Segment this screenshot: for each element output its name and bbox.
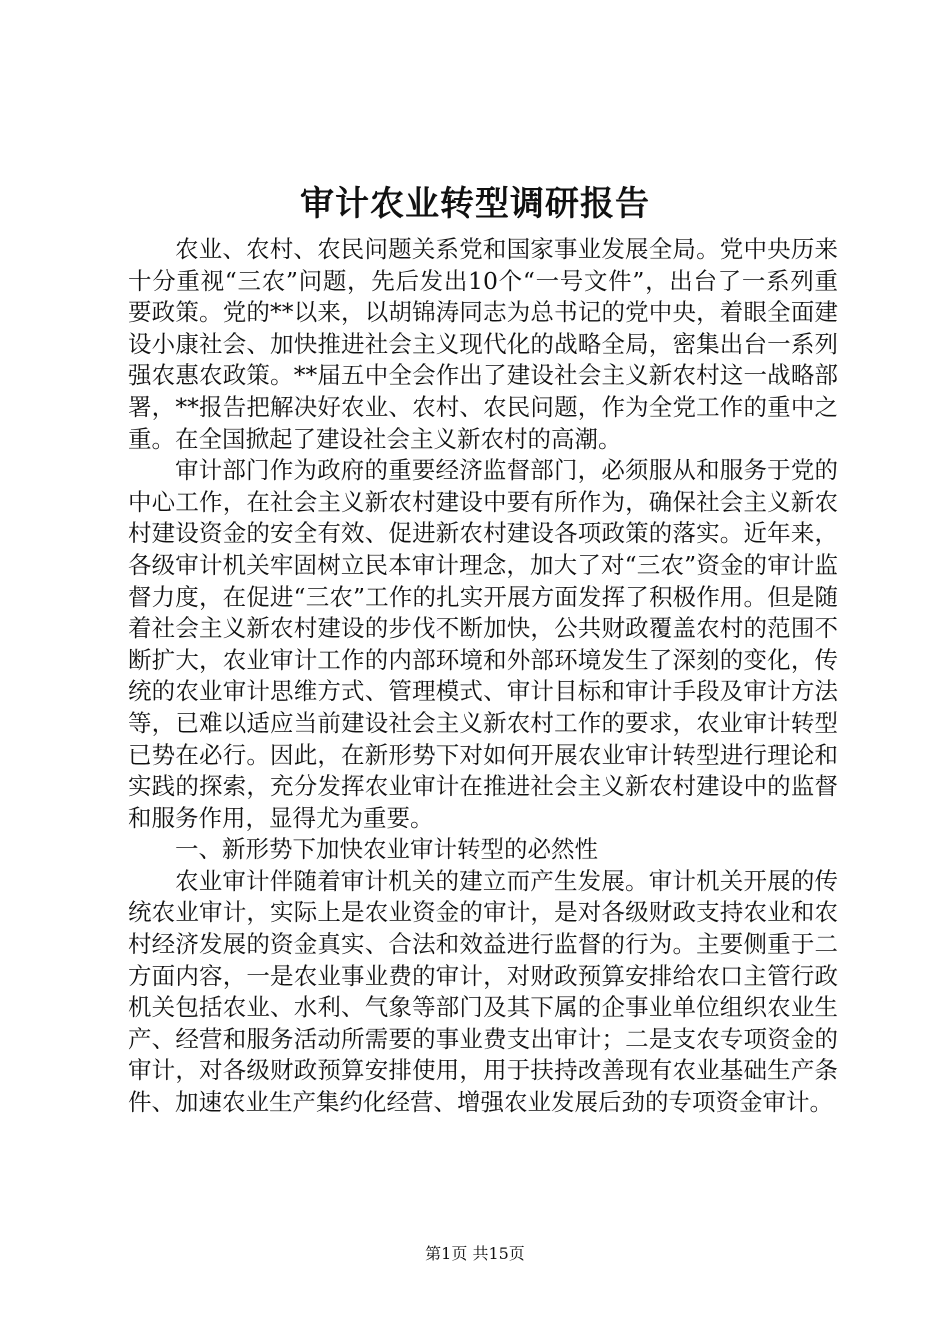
paragraph-audit-department: 审计部门作为政府的重要经济监督部门，必须服从和服务于党的中心工作，在社会主义新农村建设中要有所作为，确保社会主义新农村建设资金的安全有效、促进新农村建设各项政策的落实。近年来，各级审计机关牢固树立民本审计理念，加大了对“三农”资金的审计监督力度，在促进“三农”工作的扎实开展方面发挥了积极作用。但是随着社会主义新农村建设的步伐不断加快，公共财政覆盖农村的范围不断扩大，农业审计工作的内部环境和外部环境发生了深刻的变化，传统的农业审计思维方式、管理模式、审计目标和审计手段及审计方法等，已难以适应当前建设社会主义新农村工作的要求，农业审计转型已势在必行。因此，在新形势下对如何开展农业审计转型进行理论和实践的探索，充分发挥农业审计在推进社会主义新农村建设中的监督和服务作用，显得尤为重要。 xyxy=(128,456,838,832)
document-title: 审计农业转型调研报告 xyxy=(300,184,650,224)
paragraph-agricultural-audit: 农业审计伴随着审计机关的建立而产生发展。审计机关开展的传统农业审计，实际上是农业资金的审计，是对各级财政支持农业和农村经济发展的资金真实、合法和效益进行监督的行为。主要侧重于二方面内容，一是农业事业费的审计，对财政预算安排给农口主管行政机关包括农业、水利、气象等部门及其下属的企事业单位组织农业生产、经营和服务活动所需要的事业费支出审计；二是支农专项资金的审计，对各级财政预算安排使用，用于扶持改善现有农业基础生产条件、加速农业生产集约化经营、增强农业发展后劲的专项资金审计。 xyxy=(128,866,838,1117)
paragraph-intro: 农业、农村、农民问题关系党和国家事业发展全局。党中央历来十分重视“三农”问题，先后发出10个“一号文件”，出台了一系列重要政策。党的**以来，以胡锦涛同志为总书记的党中央，着眼全面建设小康社会、加快推进社会主义现代化的战略全局，密集出台一系列强农惠农政策。**届五中全会作出了建设社会主义新农村这一战略部署，**报告把解决好农业、农村、农民问题，作为全党工作的重中之重。在全国掀起了建设社会主义新农村的高潮。 xyxy=(128,235,838,453)
section-heading-1: 一、新形势下加快农业审计转型的必然性 xyxy=(175,835,598,864)
document-body xyxy=(128,234,838,1119)
page-number-footer: 第1页 共15页 xyxy=(425,1244,525,1263)
